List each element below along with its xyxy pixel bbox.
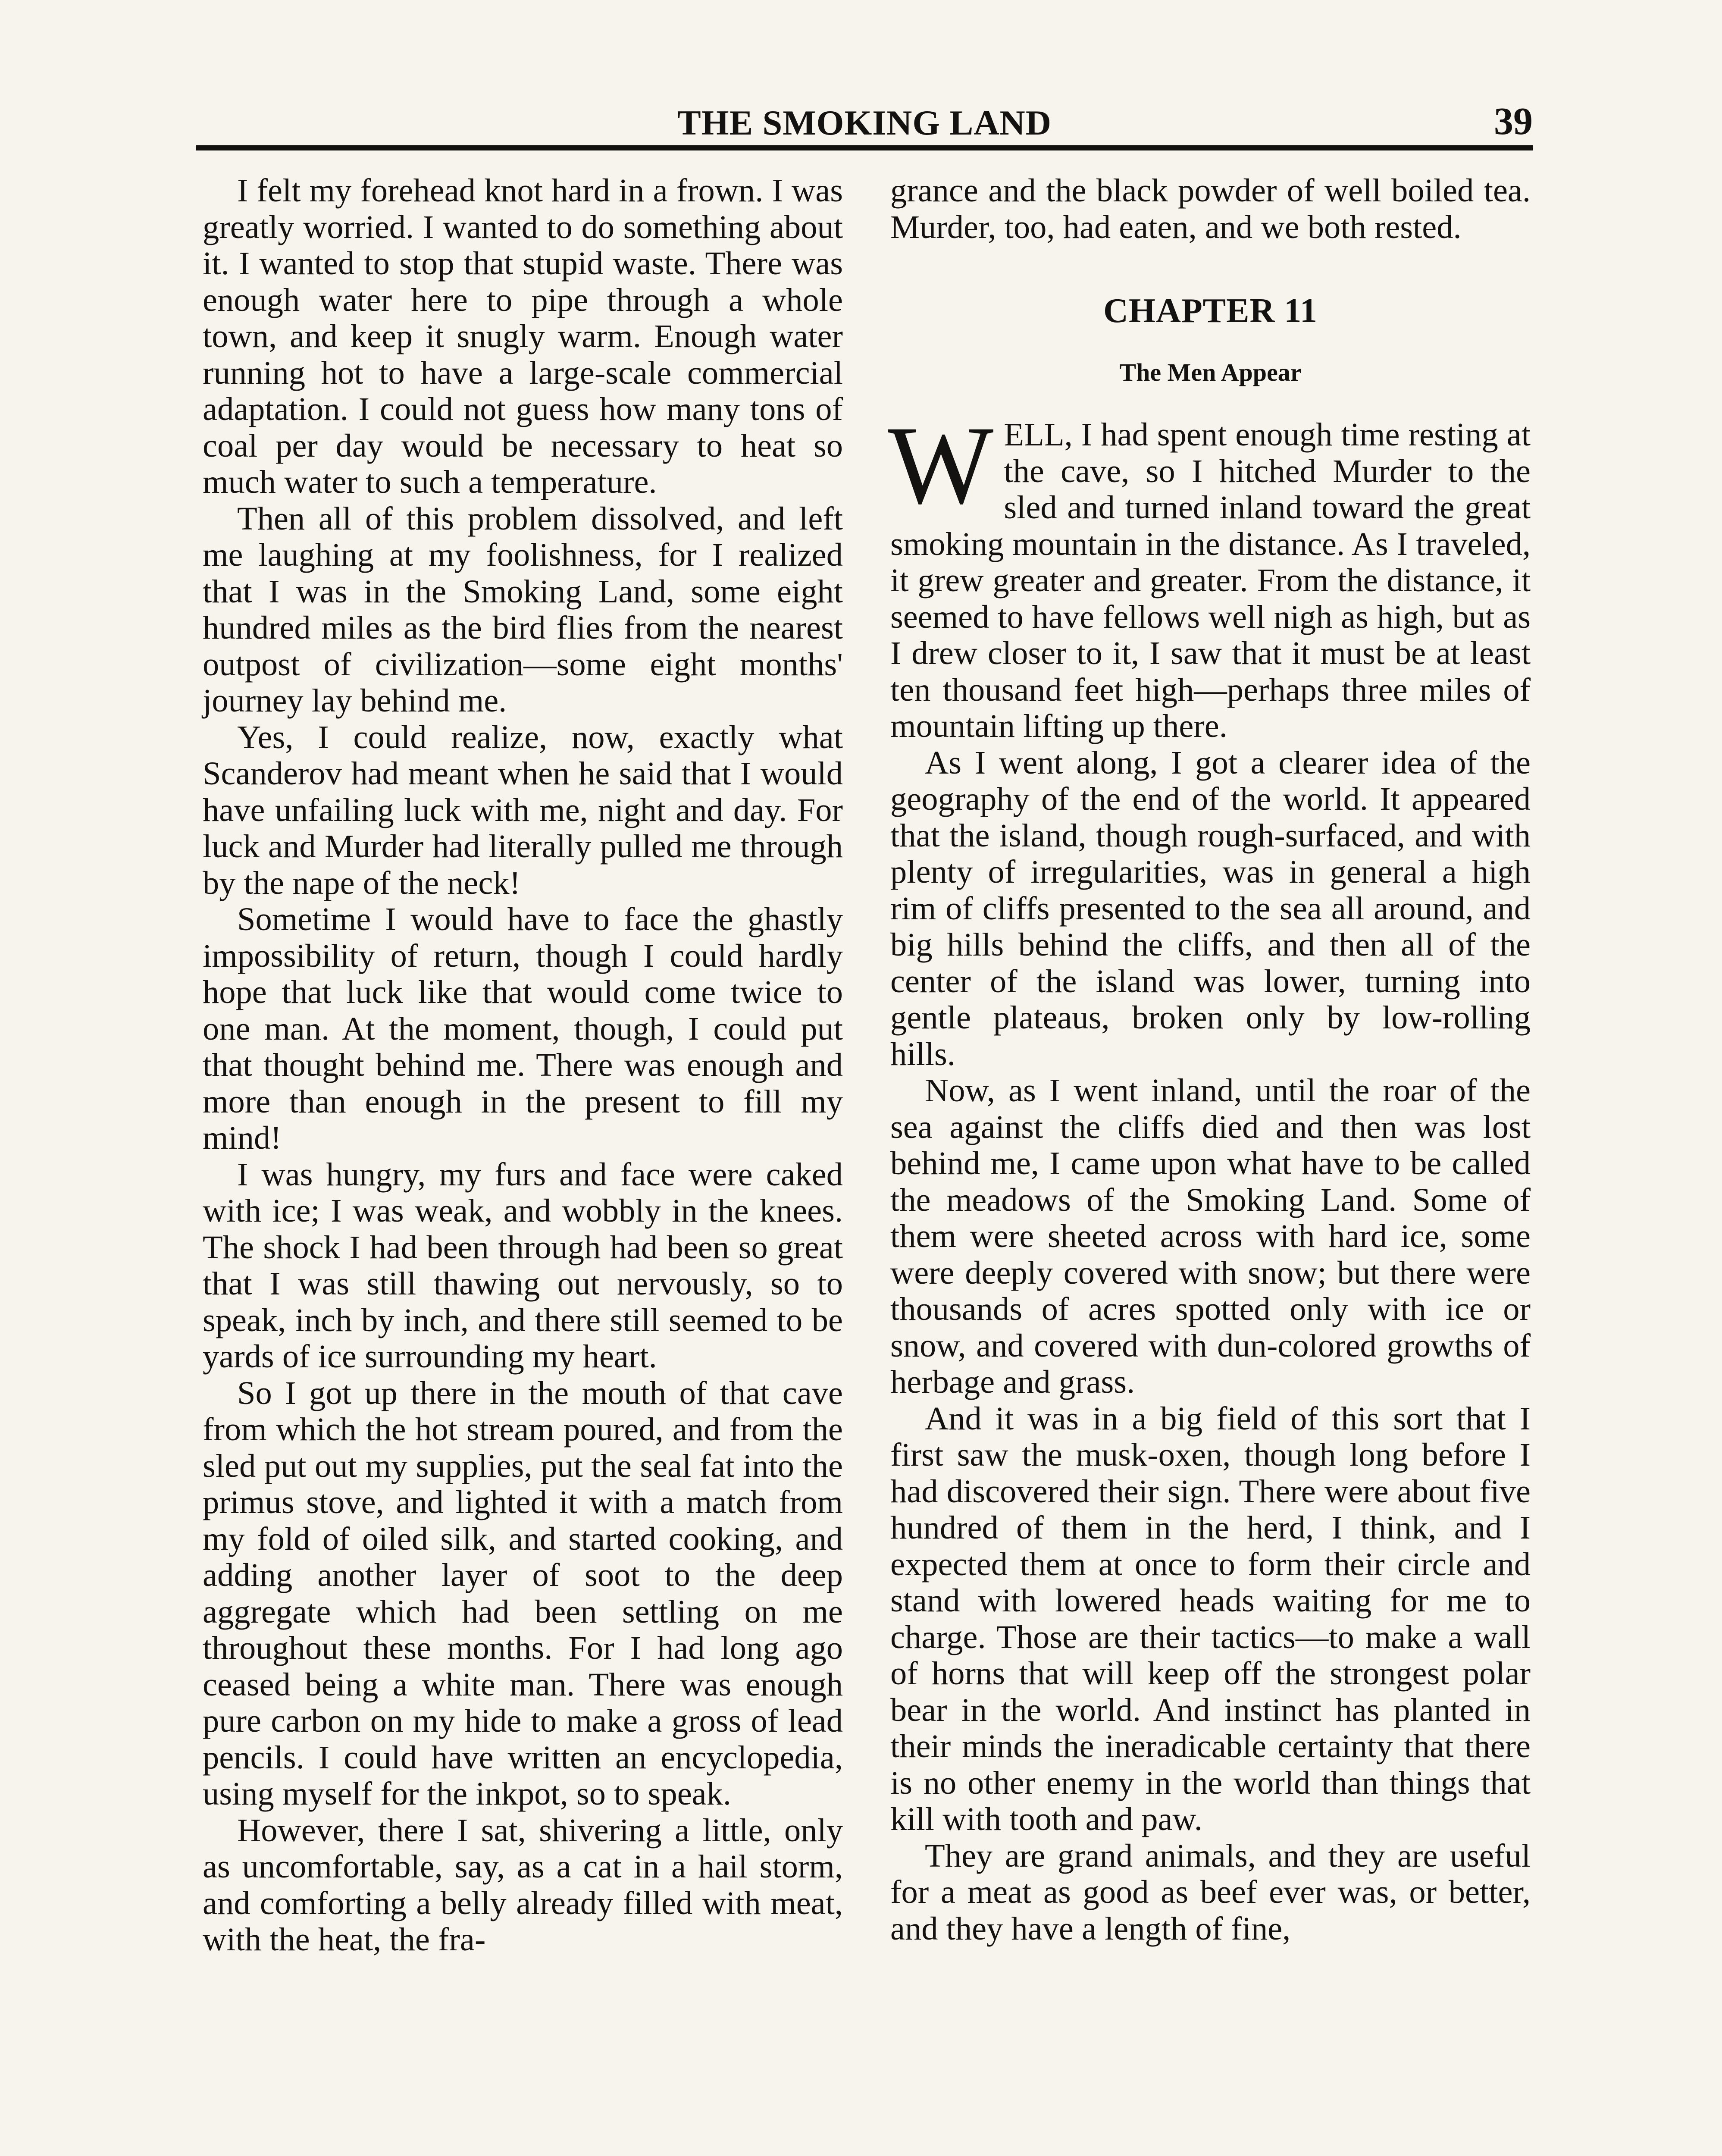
paragraph: Yes, I could realize, now, exactly what Scanderov had meant when he said that I would have unfailing luck with me, night and day. For luck and Murder had literally pulled me through by the nape of the neck!	[203, 718, 843, 901]
right-column	[890, 172, 1531, 2113]
continuation-paragraph: grance and the black powder of well boiled tea. Murder, too, had eaten, and we both rested.	[890, 172, 1531, 245]
header-rule	[196, 145, 1533, 150]
paragraph: However, there I sat, shivering a little, only as uncomfortable, say, as a cat in a hail storm, and comforting a belly already filled with meat, with the heat, the fra-	[203, 1811, 843, 1958]
page-number: 39	[1494, 100, 1533, 143]
left-column	[203, 172, 843, 2113]
paragraph: And it was in a big field of this sort that I first saw the musk-oxen, though long before I had discovered their sign. There were about five hundred of them in the herd, I think, and I expected them at once to form their circle and stand with lowered heads waiting for me to charge. Those are their tactics—to make a wall of horns that will keep off the strongest polar bear in the world. And instinct has planted in their minds the ineradicable certainty that there is no other enemy in the world than things that kill with tooth and paw.	[890, 1400, 1531, 1837]
paragraph: So I got up there in the mouth of that cave from which the hot stream poured, and from the sled put out my supplies, put the seal fat into the primus stove, and lighted it with a match from my fold of oiled silk, and started cooking, and adding another layer of soot to the deep aggregate which had been settling on me throughout these months. For I had long ago ceased being a white man. There was enough pure carbon on my hide to make a gross of lead pencils. I could have written an encyclopedia, using myself for the inkpot, so to speak.	[203, 1374, 843, 1812]
chapter-opening-paragraph	[888, 403, 1531, 745]
paragraph: Now, as I went inland, until the roar of the sea against the cliffs died and then was lost behind me, I came upon what have to be called the meadows of the Smoking Land. Some of them were sheeted across with hard ice, some were deeply covered with snow; but there were thousands of acres spotted only with ice or snow, and covered with dun-colored growths of herbage and grass.	[890, 1072, 1531, 1400]
paragraph: I felt my forehead knot hard in a frown. I was greatly worried. I wanted to do something about it. I wanted to stop that stupid waste. There was enough water here to pipe through a whole town, and keep it snugly warm. Enough water running hot to have a large-scale commercial adaptation. I could not guess how many tons of coal per day would be necessary to heat so much water to such a temperature.	[203, 172, 843, 500]
chapter-subtitle: The Men Appear	[1119, 358, 1302, 386]
paragraph: They are grand animals, and they are useful for a meat as good as beef ever was, or better, and they have a length of fine,	[890, 1837, 1531, 1947]
opening-text: ELL, I had spent enough time resting at the cave, so I hitched Murder to the sled and turned inland toward the great smoking mountain in the distance. As I traveled, it grew greater and greater. From the distance, it seemed to have fellows well nigh as high, but as I drew closer to it, I saw that it must be at least ten thousand feet high—perhaps three miles of mountain lifting up there.	[890, 416, 1531, 744]
drop-cap: W	[888, 403, 994, 527]
paragraph: Sometime I would have to face the ghastly impossibility of return, though I could hardly hope that luck like that would come twice to one man. At the moment, though, I could put that thought behind me. There was enough and more than enough in the present to fill my mind!	[203, 901, 843, 1156]
chapter-heading: CHAPTER 11	[1103, 292, 1318, 330]
paragraph: I was hungry, my furs and face were caked with ice; I was weak, and wobbly in the knees. The shock I had been through had been so great that I was still thawing out nervously, so to speak, inch by inch, and there still seemed to be yards of ice surrounding my heart.	[203, 1156, 843, 1375]
running-title: THE SMOKING LAND	[677, 103, 1052, 142]
paragraph: Then all of this problem dissolved, and left me laughing at my foolishness, for I realized that I was in the Smoking Land, some eight hundred miles as the bird flies from the nearest outpost of civilization—some eight months' journey lay behind me.	[203, 500, 843, 719]
paragraph: As I went along, I got a clearer idea of the geography of the end of the world. It appeared that the island, though rough-surfaced, and with plenty of irregularities, was in general a high rim of cliffs presented to the sea all around, and big hills behind the cliffs, and then all of the center of the island was lower, turning into gentle plateaus, broken only by low-rolling hills.	[890, 744, 1531, 1072]
page-header	[196, 95, 1533, 151]
